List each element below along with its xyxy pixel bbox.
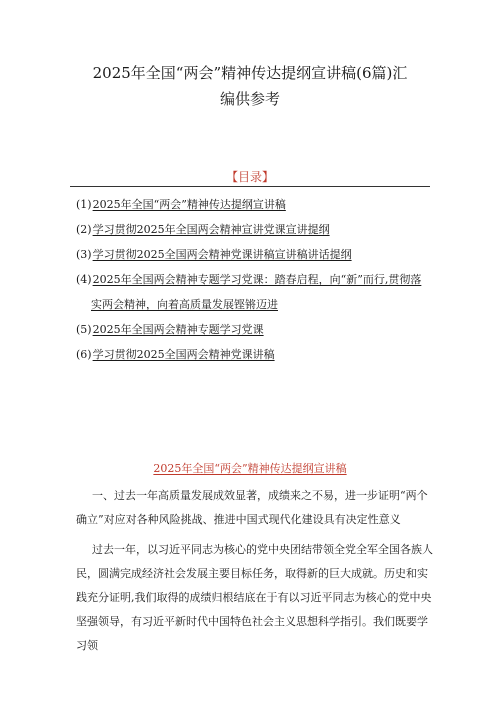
toc-item-number: (5) bbox=[76, 323, 92, 336]
toc-item-number: (6) bbox=[76, 348, 92, 361]
document-title-line-2: 编供参考 bbox=[219, 90, 280, 108]
section-title: 2025年全国“两会”精神传达提纲宣讲稿 bbox=[153, 462, 347, 475]
toc-link-continuation[interactable]: 实两会精神，向着高质量发展铿锵迈进 bbox=[91, 298, 278, 311]
toc-item-number: (2) bbox=[76, 223, 92, 236]
toc-item bbox=[76, 217, 436, 242]
body-paragraph: 过去一年，以习近平同志为核心的党中央团结带领全党全军全国各族人民，圆满完成经济社会发展主要目标任务，取得新的巨大成就。历史和实践充分证明,我们取得的成绩归根结底在于有以习近平同志为核心的党中央坚强领导，有习近平新时代中国特色社会主义思想科学指引。我们既要学习领 bbox=[76, 543, 433, 652]
toc-link[interactable]: 2025年全国“两会”精神传达提纲宣讲稿 bbox=[92, 198, 286, 211]
toc-heading: 【目录】 bbox=[225, 170, 274, 184]
toc-item-number: (1) bbox=[76, 198, 92, 211]
toc-item bbox=[76, 242, 436, 267]
toc-link[interactable]: 学习贯彻2025全国两会精神党课讲稿宣讲稿讲话提纲 bbox=[92, 248, 352, 261]
document-title-line-1: 2025年全国“两会”精神传达提纲宣讲稿(6篇)汇 bbox=[92, 64, 408, 82]
toc-link[interactable]: 2025年全国两会精神专题学习党课 bbox=[92, 323, 264, 336]
table-of-contents bbox=[76, 192, 436, 367]
document-title bbox=[60, 60, 440, 112]
toc-item bbox=[76, 192, 436, 217]
toc-item bbox=[76, 342, 436, 367]
toc-link[interactable]: 学习贯彻2025年全国两会精神宣讲党课宣讲提纲 bbox=[92, 223, 330, 236]
toc-divider bbox=[70, 186, 430, 187]
toc-link[interactable]: 2025年全国两会精神专题学习党课：踏春启程，向“新”而行,贯彻落 bbox=[92, 273, 422, 286]
toc-item-number: (4) bbox=[76, 273, 92, 286]
toc-item bbox=[76, 317, 436, 342]
toc-link[interactable]: 学习贯彻2025全国两会精神党课讲稿 bbox=[92, 348, 275, 361]
toc-item-number: (3) bbox=[76, 248, 92, 261]
body-paragraph: 一、过去一年高质量发展成效显著，成绩来之不易，进一步证明“两个确立”对应对各种风险挑战、推进中国式现代化建设具有决定性意义 bbox=[76, 489, 428, 526]
toc-item-continuation bbox=[76, 292, 436, 317]
toc-item bbox=[76, 267, 436, 292]
